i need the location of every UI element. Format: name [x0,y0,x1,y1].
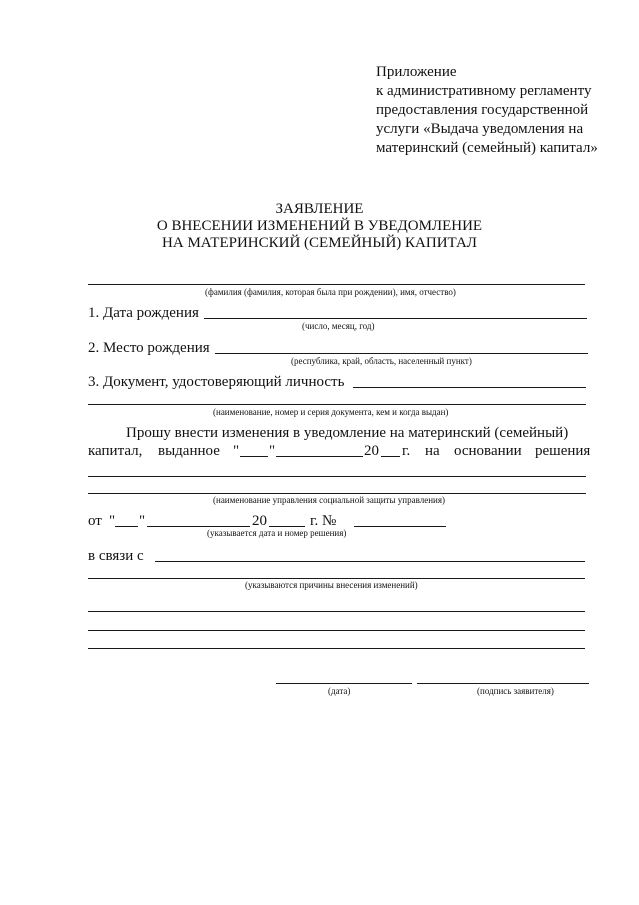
form-title: ЗАЯВЛЕНИЕ [275,201,364,217]
decision-year-line[interactable] [269,526,305,527]
reason-line-2[interactable] [88,578,585,579]
date-caption: (дата) [328,686,351,696]
request-year-prefix: 20 [364,443,379,459]
birth-place-line[interactable] [215,353,588,354]
reason-line-4[interactable] [88,630,585,631]
decision-quote-close: " [139,513,146,529]
issue-year-line[interactable] [381,456,400,457]
appendix-line-1: Приложение [376,64,457,80]
full-name-line[interactable] [88,284,585,285]
issue-month-line[interactable] [276,456,363,457]
reason-line-3[interactable] [88,611,585,612]
form-subtitle-line-2: НА МАТЕРИНСКИЙ (СЕМЕЙНЫЙ) КАПИТАЛ [162,235,477,251]
birth-date-line[interactable] [204,318,587,319]
birth-place-label: 2. Место рождения [88,340,210,356]
authority-line-1[interactable] [88,476,586,477]
signature-line[interactable] [417,683,589,684]
decision-number-label: г. № [310,513,337,529]
appendix-line-4: услуги «Выдача уведомления на [376,121,584,137]
decision-year-prefix: 20 [252,513,267,529]
signature-caption: (подпись заявителя) [477,686,554,696]
authority-line-2[interactable] [88,493,586,494]
authority-caption: (наименование управления социальной защиты управления) [213,495,445,505]
document-line-2[interactable] [88,404,586,405]
issue-day-line[interactable] [240,456,268,457]
birth-place-caption: (республика, край, область, населенный пункт) [291,356,472,366]
birth-date-label: 1. Дата рождения [88,305,199,321]
appendix-line-3: предоставления государственной [376,102,589,118]
request-word-basis: основании [454,443,522,459]
decision-quote-open: " [109,513,116,529]
document-label: 3. Документ, удостоверяющий личность [88,374,345,390]
request-word-na: на [425,443,440,459]
reason-label: в связи с [88,548,144,564]
decision-ot: от [88,513,102,529]
document-line-1[interactable] [353,387,586,388]
request-word-g: г. [402,443,411,459]
decision-day-line[interactable] [115,526,138,527]
request-word-capital: капитал, [88,443,143,459]
date-line[interactable] [276,683,412,684]
reason-line-1[interactable] [155,561,585,562]
appendix-header [376,63,598,158]
appendix-line-5: материнский (семейный) капитал» [376,140,598,156]
reason-caption: (указываются причины внесения изменений) [245,580,418,590]
request-word-decision: решения [535,443,591,459]
decision-number-line[interactable] [354,526,446,527]
document-caption: (наименование, номер и серия документа, кем и когда выдан) [213,407,449,417]
request-quote-open: " [233,443,240,459]
appendix-line-2: к административному регламенту [376,83,592,99]
request-word-issued: выданное [158,443,220,459]
full-name-caption: (фамилия (фамилия, которая была при рождении), имя, отчество) [205,287,456,297]
decision-caption: (указывается дата и номер решения) [207,528,347,538]
request-line-1: Прошу внести изменения в уведомление на материнский (семейный) [126,425,569,441]
birth-date-caption: (число, месяц, год) [302,321,375,331]
reason-line-5[interactable] [88,648,585,649]
form-subtitle-line-1: О ВНЕСЕНИИ ИЗМЕНЕНИЙ В УВЕДОМЛЕНИЕ [156,218,483,234]
request-quote-close: " [269,443,276,459]
decision-month-line[interactable] [147,526,250,527]
